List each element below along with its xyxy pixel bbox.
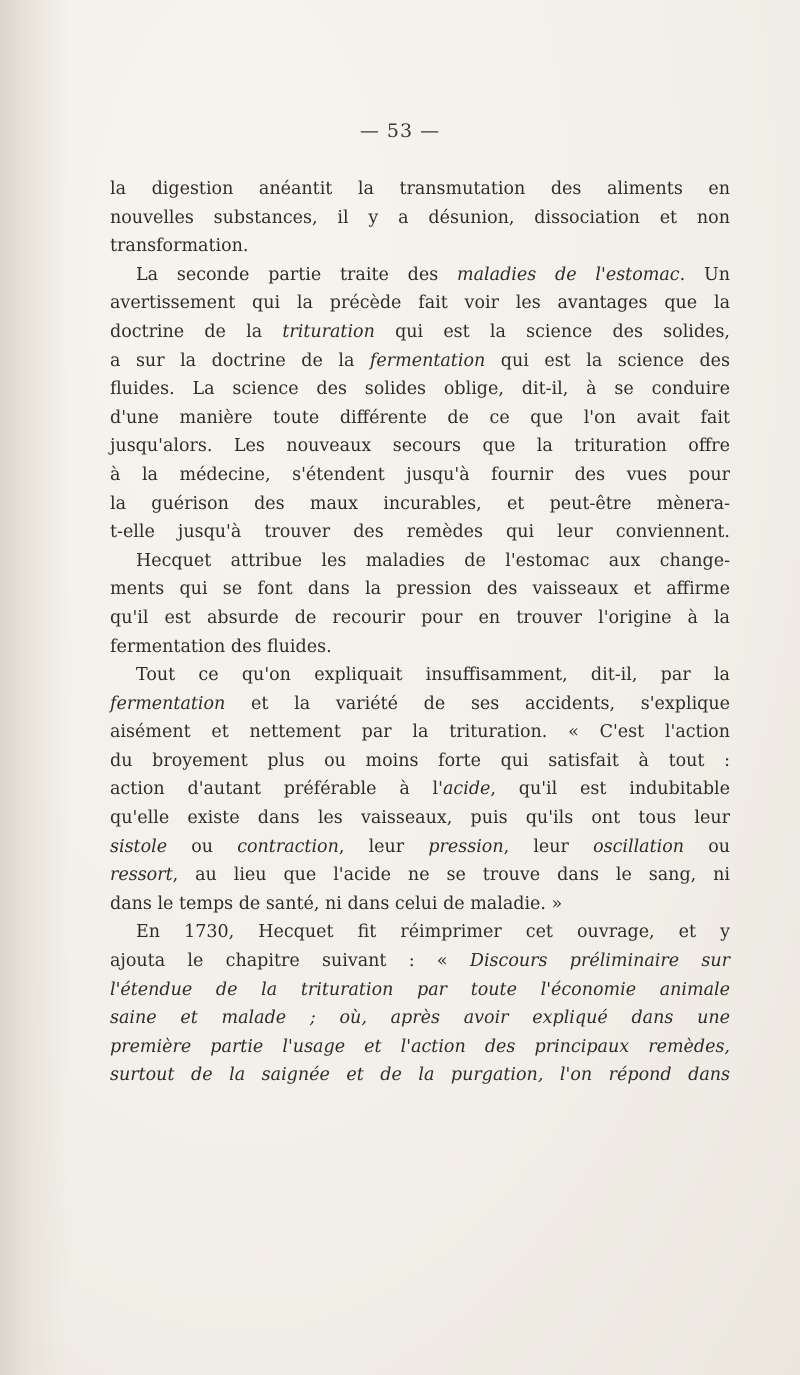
text-line: fermentation et la variété de ses accidents, s'explique <box>110 693 730 714</box>
text-line: ajouta le chapitre suivant : « Discours préliminaire sur <box>110 951 730 972</box>
text-line: nouvelles substances, il y a désunion, dissociation et non <box>110 207 730 228</box>
text-line: jusqu'alors. Les nouveaux secours que la trituration offre <box>110 436 730 457</box>
text-line: la digestion anéantit la transmutation des aliments en <box>110 179 730 199</box>
text-line: Tout ce qu'on expliquait insuffisamment, dit-il, par la <box>136 665 730 686</box>
text-line: avertissement qui la précède fait voir les avantages que la <box>110 293 730 314</box>
text-line: dans le temps de santé, ni dans celui de maladie. » <box>110 893 563 914</box>
text-line: surtout de la saignée et de la purgation, l'on répond dans <box>110 1065 730 1086</box>
text-line: sistole ou contraction, leur pression, leur oscillation ou <box>110 836 731 857</box>
body-text <box>110 175 730 1090</box>
text-line: Hecquet attribue les maladies de l'estomac aux change- <box>136 550 730 571</box>
text-line: qu'il est absurde de recourir pour en trouver l'origine à la <box>110 607 730 628</box>
text-line: a sur la doctrine de la fermentation qui est la science des <box>110 350 730 371</box>
text-line: transformation. <box>110 236 249 257</box>
text-line: ments qui se font dans la pression des vaisseaux et affirme <box>110 579 730 600</box>
text-line: ressort, au lieu que l'acide ne se trouve dans le sang, ni <box>110 865 730 886</box>
text-line: d'une manière toute différente de ce que l'on avait fait <box>110 407 730 428</box>
text-line: La seconde partie traite des maladies de l'estomac. Un <box>136 264 730 285</box>
text-line: aisément et nettement par la trituration. « C'est l'action <box>110 722 730 743</box>
text-line: fluides. La science des solides oblige, dit-il, à se conduire <box>110 379 730 400</box>
page-number: — 53 — <box>359 120 441 142</box>
text-line: action d'autant préférable à l'acide, qu'il est indubitable <box>110 779 730 800</box>
text-line: la guérison des maux incurables, et peut-être mènera- <box>110 493 730 514</box>
text-line: l'étendue de la trituration par toute l'économie animale <box>110 979 730 1000</box>
text-line: première partie l'usage et l'action des principaux remèdes, <box>110 1036 730 1057</box>
text-line: à la médecine, s'étendent jusqu'à fournir des vues pour <box>110 464 730 485</box>
text-line: qu'elle existe dans les vaisseaux, puis qu'ils ont tous leur <box>110 808 730 829</box>
text-line: saine et malade ; où, après avoir expliqué dans une <box>110 1008 730 1029</box>
text-line: En 1730, Hecquet fit réimprimer cet ouvrage, et y <box>136 922 730 943</box>
text-line: t-elle jusqu'à trouver des remèdes qui leur conviennent. <box>110 522 730 543</box>
text-line: doctrine de la trituration qui est la science des solides, <box>110 321 730 342</box>
page-gutter-shadow <box>0 0 70 1375</box>
text-line: du broyement plus ou moins forte qui satisfait à tout : <box>110 750 730 771</box>
text-line: fermentation des fluides. <box>110 636 332 657</box>
